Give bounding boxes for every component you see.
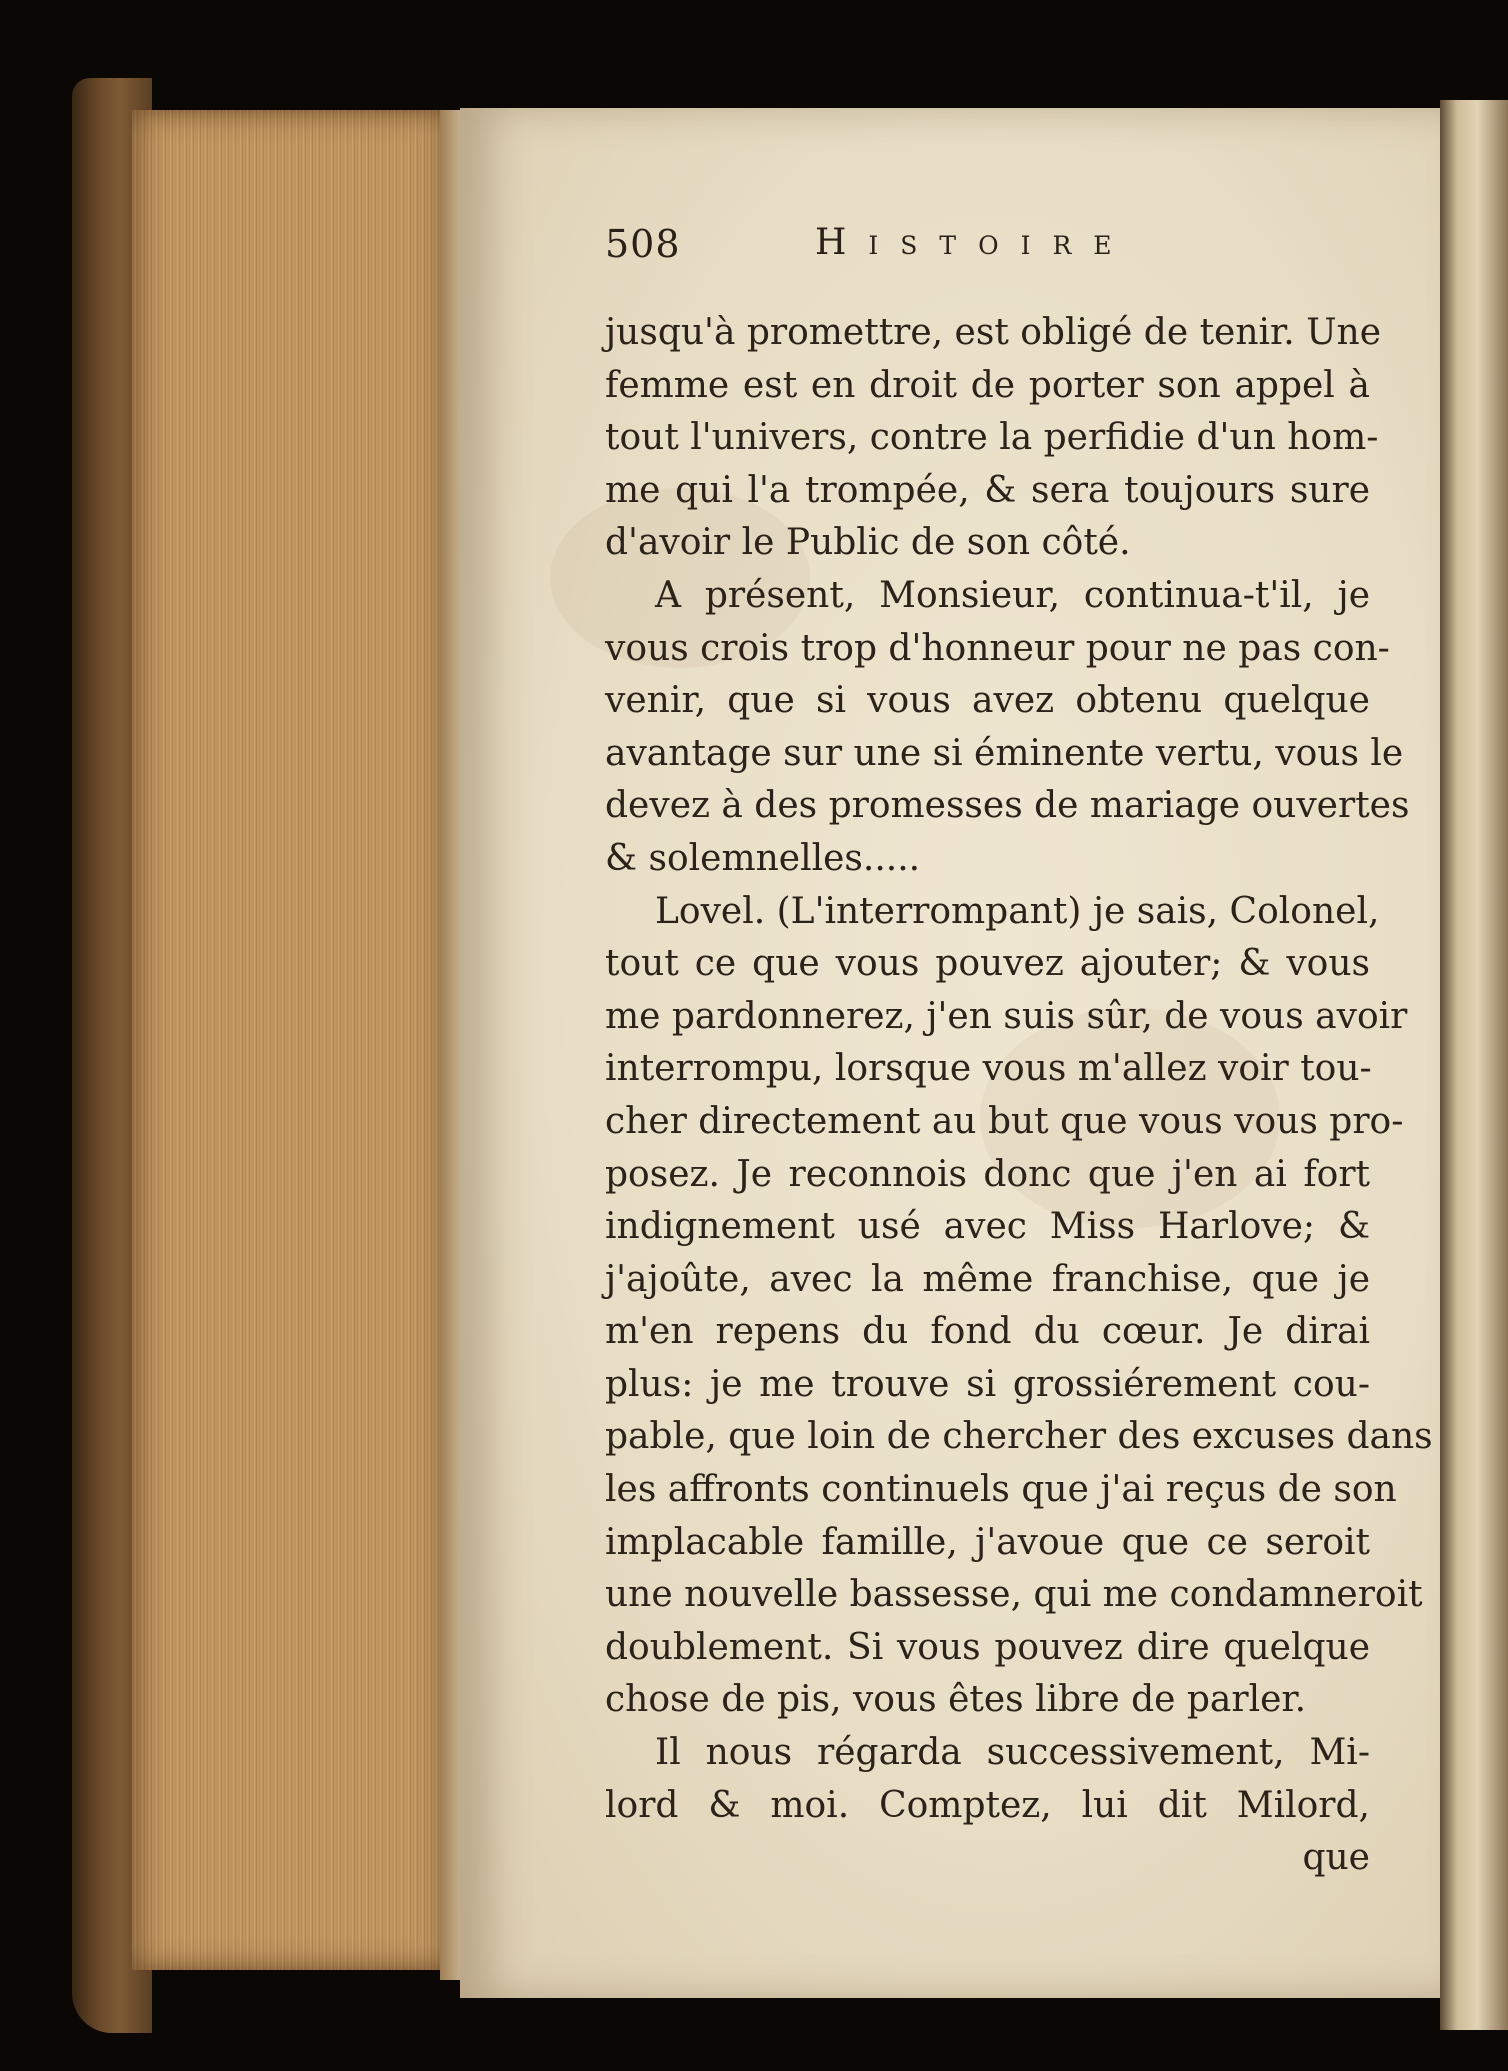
running-head xyxy=(605,222,1365,272)
text-line: jusqu'à promettre, est obligé de tenir. Une xyxy=(605,312,1382,353)
text-line: avantage sur une si éminente vertu, vous le xyxy=(605,732,1404,774)
body-text xyxy=(605,307,1433,1885)
text-line: femme est en droit de porter son appel à xyxy=(605,364,1370,406)
text-line: Il nous régarda successivement, Mi- xyxy=(655,1732,1370,1774)
text-line: devez à des promesses de mariage ouvertes xyxy=(605,785,1410,827)
page-block-edges xyxy=(132,110,462,1970)
facing-page-edge xyxy=(1440,100,1508,2030)
text-line: A présent, Monsieur, continua-t'il, je xyxy=(655,574,1370,616)
text-line: me qui l'a trompée, & sera toujours sure xyxy=(605,469,1370,511)
text-line: implacable famille, j'avoue que ce seroit xyxy=(605,1521,1370,1563)
text-line: doublement. Si vous pouvez dire quelque xyxy=(605,1626,1370,1668)
page-number: 508 xyxy=(605,222,681,266)
text-line: posez. Je reconnois donc que j'en ai fort xyxy=(605,1153,1370,1195)
text-line: cher directement au but que vous vous pro- xyxy=(605,1100,1404,1142)
text-line: lord & moi. Comptez, lui dit Milord, xyxy=(605,1784,1370,1826)
text-line: tout l'univers, contre la perfidie d'un hom- xyxy=(605,417,1379,459)
text-line: interrompu, lorsque vous m'allez voir tou- xyxy=(605,1048,1372,1090)
text-line: indignement usé avec Miss Harlove; & xyxy=(605,1206,1370,1248)
text-line: me pardonnerez, j'en suis sûr, de vous avoir xyxy=(605,995,1408,1037)
text-line: venir, que si vous avez obtenu quelque xyxy=(605,680,1370,722)
text-line: vous crois trop d'honneur pour ne pas con- xyxy=(605,627,1390,669)
text-line: m'en repens du fond du cœur. Je dirai xyxy=(605,1311,1370,1353)
text-line: plus: je me trouve si grossiérement cou- xyxy=(605,1363,1370,1405)
running-title: Histoire xyxy=(815,222,1134,263)
text-line: j'ajoûte, avec la même franchise, que je xyxy=(605,1258,1370,1300)
text-line: une nouvelle bassesse, qui me condamneroit xyxy=(605,1574,1423,1616)
catchword: que xyxy=(1302,1837,1370,1879)
text-line: les affronts continuels que j'ai reçus de son xyxy=(605,1469,1397,1511)
text-line: Lovel. (L'interrompant) je sais, Colonel, xyxy=(655,890,1380,932)
text-line: tout ce que vous pouvez ajouter; & vous xyxy=(605,943,1370,985)
text-line: & solemnelles..... xyxy=(605,837,921,879)
text-line: pable, que loin de chercher des excuses dans xyxy=(605,1416,1433,1458)
text-line: chose de pis, vous êtes libre de parler. xyxy=(605,1679,1307,1721)
text-line: d'avoir le Public de son côté. xyxy=(605,522,1131,564)
